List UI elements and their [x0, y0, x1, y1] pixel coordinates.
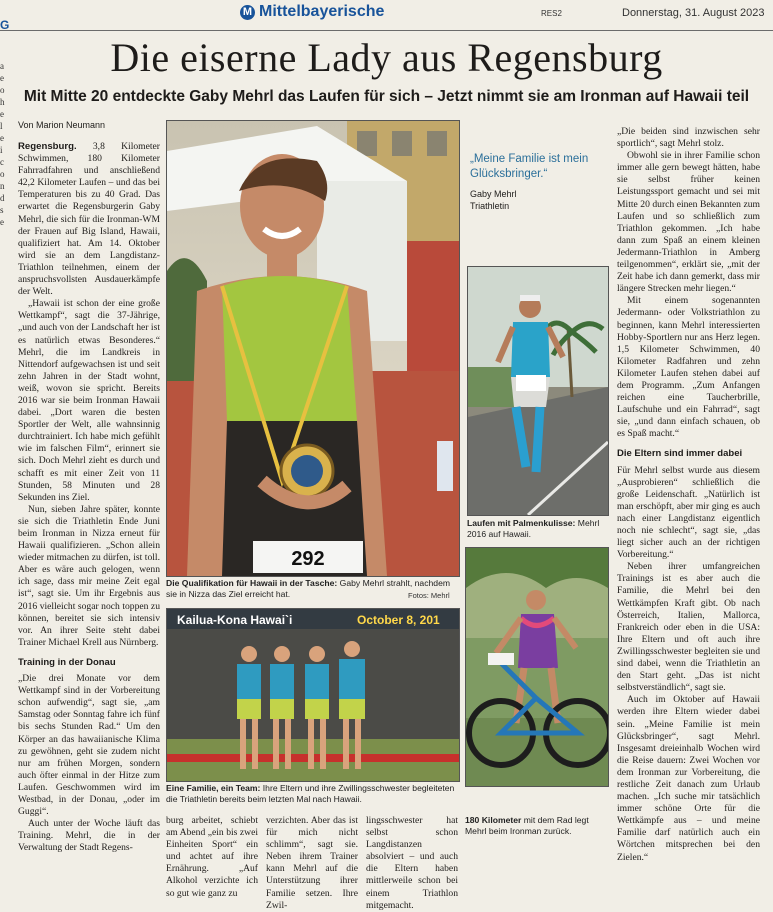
bike-photo-caption [465, 815, 607, 837]
bike-photo-illustration [466, 548, 608, 786]
brand-name: Mittelbayerische [259, 3, 385, 20]
paragraph: Obwohl sie in ihrer Familie schon immer alle gern bewegt hätten, habe sie selbst früher keinen Leistungssport gemacht und sei mit Mitte 20 durch einen Bekannten zum Laufen und so schließlich zum Triathlon gekommen. „Ich habe dann zum Spaß an einem kleinen Jedermann-Triathlon in Amberg teilgenommen“, erklärt sie, „mit der Zeit habe ich dann gemerkt, dass mir längere Strecken mehr liegen.“ [617, 150, 760, 295]
caption-lead: 180 Kilometer [465, 815, 522, 825]
caption-lead: Eine Familie, ein Team: [166, 783, 261, 793]
family-photo-caption [166, 783, 458, 805]
quote-role: Triathletin [470, 201, 510, 211]
newspaper-brand [240, 3, 384, 21]
page-code: RES2 [541, 9, 562, 18]
bottom-column-1 [166, 815, 258, 900]
paragraph: Nun, sieben Jahre später, konnte sie sich die Triathletin Ende Juni beim Ironman in Nizza erneut für Hawaii qualifizieren. „Schon allein wieder mitmachen zu dürfen, ist toll. Aber es wäre auch gelogen, wenn ich sage, dass mir meine Zeit egal ist“, sagt sie. Um ihr Ergebnis aus 2016 vielleicht sogar noch toppen zu können, bereitet sie sich intensiv vor. An ihrer Seite steht dabei Trainer Michael Krell aus Nürnberg. [18, 503, 160, 648]
article-subtitle: Mit Mitte 20 entdeckte Gaby Mehrl das Laufen für sich – Jetzt nimmt sie am Ironman auf Hawaii teil [23, 88, 750, 105]
paragraph-text: 3,8 Kilometer Schwimmen, 180 Kilometer Fahrradfahren und anschließend 42,2 Kilometer Laufen – und das bei Temperaturen bis zu 40 Grad. Das erwartet die Regensburgerin Gaby Mehrl, die sich für die Ironman-WM der Frauen auf Big Island, Hawaii, qualifiziert hat. Am 14. Oktober wird sie an dem Langdistanz-Triathlon teilnehmen, einem der anspruchsvollsten Ausdauerkämpfe der Welt. [18, 141, 160, 298]
bike-photo [465, 547, 609, 787]
caption-text: Mehrl 2016 auf Hawaii. [467, 518, 600, 539]
paragraph: Für Mehrl selbst wurde aus diesem „Ausprobieren“ schließlich die große Leidenschaft. „Natürlich ist man erschöpft, aber mir ging es auch nach einer Langdistanz eigentlich noch nie schlecht“, sagt sie, „das liegt sicher auch an der richtigen Vorbereitung.“ [617, 464, 760, 561]
paragraph: verzichten. Aber das ist für mich nicht schlimm“, sagt sie. Neben ihrem Trainer kann Mehrl auf die Unterstützung ihrer Familie setzen. Ihre Zwil- [266, 815, 358, 911]
byline: Von Marion Neumann [18, 120, 106, 130]
paragraph: Mit einem sogenannten Jedermann- oder Volkstriathlon zu beginnen, kann Mehrl interessierten Hobby-Sportlern nur ans Herz legen. 1,5 Kilometer Schwimmen, 40 Kilometer Radfahren und zehn Kilometer Laufen stehen dabei auf dem Programm. „Zum Anfangen reichen eine Taucherbrille, Laufschuhe und ein Fahrrad“, sagt sie, „und dann einfach schauen, ob es Spaß macht.“ [617, 295, 760, 440]
running-photo-illustration [468, 267, 608, 515]
bottom-column-3 [366, 815, 458, 912]
quote-text: „Meine Familie ist mein Glücksbringer.“ [470, 153, 589, 180]
article-title: Die eiserne Lady aus Regensburg [110, 35, 663, 80]
bib-number: 292 [291, 548, 325, 570]
family-photo [166, 608, 460, 782]
caption-text: mit dem Rad legt Mehrl beim Ironman zurück. [465, 815, 589, 836]
paragraph: „Hawaii ist schon der eine große Wettkampf“, sagt die 37-Jährige, „und auch von der Landschaft her ist es natürlich etwas Besonderes.“ Mehrl, die im Landkreis in Nittendorf aufgewachsen ist und seit zehn Jahren in der Stadt wohnt, weiß, wovon sie spricht. Bereits 2016 war sie beim Ironman Hawaii dabei. „Dort waren die besten Sportler der Welt, alle wahnsinnig durchtrainiert. Ich habe mich gefühlt wie im falschen Film“, erinnert sie sich. Doch Mehrl zieht es durch und schafft es mit einer Zeit von 11 Stunden, 58 Minuten und 28 Sekunden ins Ziel. [18, 298, 160, 503]
paragraph: Neben ihrer umfangreichen Trainings ist es aber auch die Familie, die Mehrl bei den Wettkämpfen Kraft gibt. Ob nach Österreich, Italien, Mallorca, Frankreich oder eben in die USA: Ihre Eltern und oft auch ihre Zwillingsschwester begleiten sie und sind dabei, wenn die Triathletin an den Start geht. „Das ist nicht selbstverständlich“, sagt sie. [617, 561, 760, 694]
caption-text: Ihre Eltern und ihre Zwillingsschwester begleiteten die Triathletin bereits beim letzten Mal nach Hawaii. [166, 783, 455, 804]
article-column-1 [18, 141, 160, 854]
paragraph: Auch im Oktober auf Hawaii werden ihre Eltern wieder dabei sein. „Meine Familie ist mein Glücksbringer“, sagt Mehrl. Insgesamt dreieinhalb Wochen wird die Reise dauern: Zwei Wochen vor dem Ironman zur Vorbereitung, die restliche Zeit danach zum Urlaub machen. „Ich suche mir tatsächlich immer schöne Orte für die Wettkämpfe aus – und meine Familie darf natürlich auch ein Wörtchen mitsprechen bei den Zielen.“ [617, 694, 760, 863]
photo-credit: Fotos: Mehrl [408, 591, 450, 600]
family-photo-illustration [167, 609, 459, 781]
caption-lead: Die Qualifikation für Hawaii in der Tasche: [166, 578, 338, 588]
section-heading: Die Eltern sind immer dabei [617, 448, 743, 460]
bottom-column-2 [266, 815, 358, 912]
finisher-photo-illustration [167, 121, 459, 576]
paragraph: „Die beiden sind inzwischen sehr sportlich“, sagt Mehrl stolz. [617, 126, 760, 150]
article-column-4 [617, 126, 760, 864]
paragraph [18, 141, 160, 298]
pull-quote [470, 152, 605, 212]
section-heading: Training in der Donau [18, 656, 116, 668]
main-photo [166, 120, 460, 577]
running-photo [467, 266, 609, 516]
banner-text-left: Kailua-Kona Hawai`i [177, 613, 293, 627]
paragraph: Auch unter der Woche läuft das Training. Mehrl, die in der Verwaltung der Stadt Regens- [18, 818, 160, 854]
quote-name: Gaby Mehrl [470, 189, 517, 199]
page-edge-letter: G [0, 18, 10, 32]
paragraph: lingsschwester hat selbst schon Langdistanzen absolviert – und auch die Eltern haben mittlerweile schon bei einem Triathlon mitgemacht. [366, 815, 458, 911]
brand-logo-icon: M [240, 5, 255, 20]
caption-lead: Laufen mit Palmenkulisse: [467, 518, 576, 528]
edge-text-fragment: a e o h e l e i c o n d s e [0, 61, 5, 227]
running-photo-caption [467, 518, 607, 540]
paragraph: „Die drei Monate vor dem Wettkampf sind in der Vorbereitung schon aufwendig“, sagt sie, „am Samstag oder Sonntag fahre ich fünf bis sechs Stunden Rad.“ Um den Körper an das hawaiianische Klima zu gewöhnen, geht sie zudem nicht nur am frühen Morgen, sondern auch öfter einmal in der Hitze zum Laufen. Geschwommen wird im Westbad, in der Donau, „oder im Guggi“. [18, 673, 160, 818]
dateline: Regensburg. [18, 141, 77, 152]
caption-text: Gaby Mehrl strahlt, nachdem sie in Nizza das Ziel erreicht hat. [166, 578, 451, 599]
issue-date: Donnerstag, 31. August 2023 [622, 7, 765, 19]
banner-text-right: October 8, 201 [357, 613, 440, 627]
paragraph: burg arbeitet, schiebt am Abend „ein bis zwei Einheiten Sport“ ein und achtet auf ihre Ernährung. „Auf Alkohol verzichte ich so gut wie ganz zu [166, 815, 258, 899]
